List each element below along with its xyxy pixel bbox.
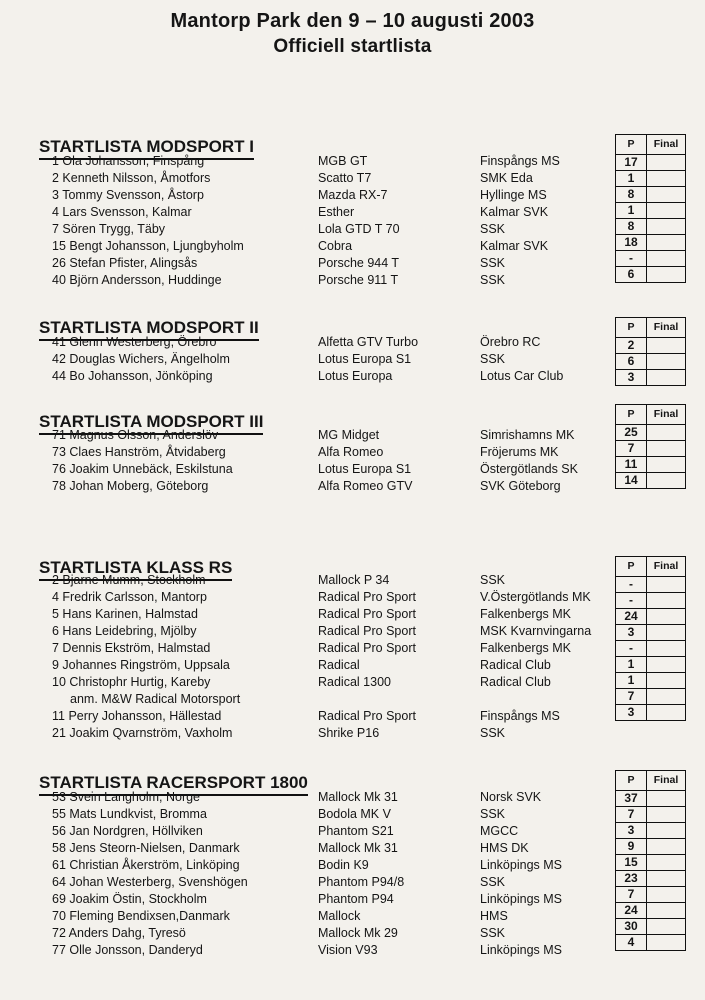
- entry-row: [0, 708, 610, 725]
- entry-row: [0, 187, 610, 204]
- p-value: -: [616, 593, 647, 609]
- entry-row: [0, 674, 610, 691]
- car-model: Phantom S21: [318, 824, 394, 838]
- car-model: Vision V93: [318, 943, 378, 957]
- entry-row: [0, 789, 610, 806]
- club-name: Linköpings MS: [480, 858, 562, 872]
- club-name: Fröjerums MK: [480, 445, 559, 459]
- final-value: [647, 673, 686, 689]
- entry-row: [0, 691, 610, 708]
- final-header: Final: [647, 318, 686, 338]
- p-value: 30: [616, 919, 647, 935]
- final-header: Final: [647, 135, 686, 155]
- final-header: Final: [647, 557, 686, 577]
- driver-name: 2 Kenneth Nilsson, Åmotfors: [52, 171, 211, 185]
- p-value: -: [616, 577, 647, 593]
- final-value: [647, 203, 686, 219]
- final-value: [647, 457, 686, 473]
- driver-name: 56 Jan Nordgren, Höllviken: [52, 824, 203, 838]
- p-value: 15: [616, 855, 647, 871]
- car-model: Alfetta GTV Turbo: [318, 335, 419, 349]
- p-value: 37: [616, 791, 647, 807]
- final-value: [647, 171, 686, 187]
- driver-name: 64 Johan Westerberg, Svenshögen: [52, 875, 248, 889]
- driver-name: 58 Jens Steorn-Nielsen, Danmark: [52, 841, 240, 855]
- p-value: 7: [616, 441, 647, 457]
- car-model: Mallock: [318, 909, 361, 923]
- entry-row: [0, 272, 610, 289]
- p-value: 25: [616, 425, 647, 441]
- section-title: STARTLISTA MODSPORT III: [39, 412, 263, 435]
- driver-name: 7 Dennis Ekström, Halmstad: [52, 641, 211, 655]
- club-name: Falkenbergs MK: [480, 607, 572, 621]
- club-name: HMS DK: [480, 841, 529, 855]
- car-model: Lotus Europa S1: [318, 462, 412, 476]
- final-value: [647, 839, 686, 855]
- p-value: 9: [616, 839, 647, 855]
- p-header: P: [616, 135, 647, 155]
- driver-name: 6 Hans Leidebring, Mjölby: [52, 624, 197, 638]
- car-model: Shrike P16: [318, 726, 380, 740]
- entry-row: [0, 461, 610, 478]
- car-model: Phantom P94/8: [318, 875, 405, 889]
- entry-row: [0, 334, 610, 351]
- driver-name: 15 Bengt Johansson, Ljungbyholm: [52, 239, 244, 253]
- car-model: Radical 1300: [318, 675, 391, 689]
- entry-row: [0, 725, 610, 742]
- page-subtitle: Officiell startlista: [273, 36, 432, 57]
- final-value: [647, 441, 686, 457]
- entry-row: [0, 891, 610, 908]
- car-model: MG Midget: [318, 428, 380, 442]
- final-value: [647, 338, 686, 354]
- entry-row: [0, 238, 610, 255]
- final-value: [647, 641, 686, 657]
- club-name: V.Östergötlands MK: [480, 590, 591, 604]
- final-value: [647, 791, 686, 807]
- entry-row: [0, 942, 610, 959]
- driver-name: 11 Perry Johansson, Hällestad: [52, 709, 222, 723]
- club-name: Linköpings MS: [480, 892, 562, 906]
- entry-row: [0, 657, 610, 674]
- final-value: [647, 903, 686, 919]
- final-value: [647, 887, 686, 903]
- p-value: 1: [616, 657, 647, 673]
- p-value: 24: [616, 609, 647, 625]
- driver-name: 1 Ola Johansson, Finspång: [52, 154, 205, 168]
- club-name: Finspångs MS: [480, 154, 560, 168]
- driver-name: 69 Joakim Östin, Stockholm: [52, 892, 207, 906]
- driver-name: 55 Mats Lundkvist, Bromma: [52, 807, 207, 821]
- driver-name: 21 Joakim Qvarnström, Vaxholm: [52, 726, 233, 740]
- p-value: 7: [616, 689, 647, 705]
- club-name: SSK: [480, 222, 506, 236]
- car-model: Esther: [318, 205, 355, 219]
- driver-name: 71 Magnus Olsson, Anderslöv: [52, 428, 219, 442]
- position-table: [615, 134, 686, 283]
- p-value: 1: [616, 673, 647, 689]
- driver-name: 44 Bo Johansson, Jönköping: [52, 369, 213, 383]
- car-model: Mazda RX-7: [318, 188, 388, 202]
- club-name: Simrishamns MK: [480, 428, 575, 442]
- club-name: Lotus Car Club: [480, 369, 564, 383]
- p-value: -: [616, 251, 647, 267]
- final-value: [647, 657, 686, 673]
- driver-name: 78 Johan Moberg, Göteborg: [52, 479, 209, 493]
- final-value: [647, 593, 686, 609]
- p-value: 17: [616, 155, 647, 171]
- p-value: 8: [616, 187, 647, 203]
- club-name: Kalmar SVK: [480, 239, 549, 253]
- entry-row: [0, 572, 610, 589]
- final-value: [647, 155, 686, 171]
- driver-name: 41 Glenn Westerberg, Örebro: [52, 335, 217, 349]
- car-model: Radical Pro Sport: [318, 607, 416, 621]
- final-value: [647, 609, 686, 625]
- driver-name: 70 Fleming Bendixsen,Danmark: [52, 909, 230, 923]
- club-name: SMK Eda: [480, 171, 533, 185]
- car-model: Radical Pro Sport: [318, 641, 416, 655]
- entry-row: [0, 874, 610, 891]
- p-header: P: [616, 405, 647, 425]
- club-name: Radical Club: [480, 658, 551, 672]
- car-model: Radical: [318, 658, 360, 672]
- car-model: Porsche 911 T: [318, 273, 399, 287]
- driver-name: 40 Björn Andersson, Huddinge: [52, 273, 222, 287]
- driver-name: 73 Claes Hanström, Åtvidaberg: [52, 445, 226, 459]
- club-name: SVK Göteborg: [480, 479, 561, 493]
- final-value: [647, 370, 686, 386]
- club-name: Falkenbergs MK: [480, 641, 572, 655]
- club-name: SSK: [480, 352, 506, 366]
- final-value: [647, 267, 686, 283]
- driver-name: 9 Johannes Ringström, Uppsala: [52, 658, 230, 672]
- entry-row: [0, 204, 610, 221]
- p-value: 3: [616, 370, 647, 386]
- driver-name: 7 Sören Trygg, Täby: [52, 222, 166, 236]
- section-title: STARTLISTA RACERSPORT 1800: [39, 773, 308, 796]
- driver-name: 4 Lars Svensson, Kalmar: [52, 205, 192, 219]
- final-value: [647, 251, 686, 267]
- car-model: Lola GTD T 70: [318, 222, 400, 236]
- p-value: 1: [616, 171, 647, 187]
- p-value: -: [616, 641, 647, 657]
- p-value: 2: [616, 338, 647, 354]
- entry-row: [0, 444, 610, 461]
- section-title: STARTLISTA KLASS RS: [39, 558, 232, 581]
- final-value: [647, 919, 686, 935]
- driver-name: 2 Bjarne Mumm, Stockholm: [52, 573, 206, 587]
- car-model: Porsche 944 T: [318, 256, 400, 270]
- car-model: Bodola MK V: [318, 807, 391, 821]
- entry-row: [0, 925, 610, 942]
- car-model: Phantom P94: [318, 892, 394, 906]
- p-header: P: [616, 318, 647, 338]
- driver-name: 42 Douglas Wichers, Ängelholm: [52, 352, 230, 366]
- entry-row: [0, 908, 610, 925]
- car-model: Lotus Europa S1: [318, 352, 412, 366]
- car-model: Radical Pro Sport: [318, 590, 416, 604]
- driver-name: 53 Svein Langholm, Norge: [52, 790, 201, 804]
- p-value: 3: [616, 705, 647, 721]
- position-table: [615, 770, 686, 951]
- driver-name: 26 Stefan Pfister, Alingsås: [52, 256, 198, 270]
- entry-row: [0, 255, 610, 272]
- car-model: Radical Pro Sport: [318, 624, 416, 638]
- p-value: 1: [616, 203, 647, 219]
- page-title: Mantorp Park den 9 – 10 augusti 2003: [170, 10, 535, 32]
- club-name: Östergötlands SK: [480, 462, 578, 476]
- p-value: 6: [616, 267, 647, 283]
- club-name: Kalmar SVK: [480, 205, 549, 219]
- car-model: Cobra: [318, 239, 353, 253]
- section-title: STARTLISTA MODSPORT II: [39, 318, 259, 341]
- driver-name: 10 Christophr Hurtig, Kareby: [52, 675, 211, 689]
- final-value: [647, 473, 686, 489]
- club-name: Radical Club: [480, 675, 551, 689]
- position-table: [615, 317, 686, 386]
- driver-name: anm. M&W Radical Motorsport: [70, 692, 241, 706]
- p-value: 7: [616, 887, 647, 903]
- final-value: [647, 871, 686, 887]
- p-value: 8: [616, 219, 647, 235]
- final-value: [647, 823, 686, 839]
- entry-row: [0, 368, 610, 385]
- p-value: 6: [616, 354, 647, 370]
- entry-row: [0, 623, 610, 640]
- car-model: Alfa Romeo GTV: [318, 479, 413, 493]
- club-name: SSK: [480, 926, 506, 940]
- club-name: Finspångs MS: [480, 709, 560, 723]
- club-name: SSK: [480, 875, 506, 889]
- car-model: Radical Pro Sport: [318, 709, 416, 723]
- car-model: Mallock P 34: [318, 573, 390, 587]
- entry-row: [0, 170, 610, 187]
- entry-row: [0, 823, 610, 840]
- p-value: 4: [616, 935, 647, 951]
- club-name: Hyllinge MS: [480, 188, 547, 202]
- final-value: [647, 235, 686, 251]
- car-model: Alfa Romeo: [318, 445, 384, 459]
- club-name: SSK: [480, 807, 506, 821]
- driver-name: 3 Tommy Svensson, Åstorp: [52, 188, 204, 202]
- entry-row: [0, 589, 610, 606]
- final-value: [647, 425, 686, 441]
- final-value: [647, 577, 686, 593]
- p-header: P: [616, 557, 647, 577]
- entry-row: [0, 606, 610, 623]
- club-name: SSK: [480, 573, 506, 587]
- driver-name: 77 Olle Jonsson, Danderyd: [52, 943, 203, 957]
- position-table: [615, 404, 686, 489]
- final-value: [647, 705, 686, 721]
- driver-name: 5 Hans Karinen, Halmstad: [52, 607, 198, 621]
- entry-row: [0, 806, 610, 823]
- p-value: 24: [616, 903, 647, 919]
- final-header: Final: [647, 405, 686, 425]
- p-value: 18: [616, 235, 647, 251]
- p-value: 23: [616, 871, 647, 887]
- final-value: [647, 219, 686, 235]
- final-value: [647, 689, 686, 705]
- p-value: 3: [616, 823, 647, 839]
- final-value: [647, 855, 686, 871]
- club-name: Norsk SVK: [480, 790, 542, 804]
- car-model: Mallock Mk 31: [318, 841, 398, 855]
- p-header: P: [616, 771, 647, 791]
- p-value: 7: [616, 807, 647, 823]
- driver-name: 4 Fredrik Carlsson, Mantorp: [52, 590, 207, 604]
- entry-row: [0, 857, 610, 874]
- final-header: Final: [647, 771, 686, 791]
- p-value: 14: [616, 473, 647, 489]
- driver-name: 61 Christian Åkerström, Linköping: [52, 858, 240, 872]
- final-value: [647, 187, 686, 203]
- entry-row: [0, 351, 610, 368]
- car-model: Mallock Mk 29: [318, 926, 398, 940]
- entry-row: [0, 221, 610, 238]
- driver-name: 76 Joakim Unnebäck, Eskilstuna: [52, 462, 233, 476]
- section-title: STARTLISTA MODSPORT I: [39, 137, 254, 160]
- club-name: MSK Kvarnvingarna: [480, 624, 592, 638]
- club-name: SSK: [480, 273, 506, 287]
- entry-row: [0, 840, 610, 857]
- car-model: Scatto T7: [318, 171, 372, 185]
- p-value: 3: [616, 625, 647, 641]
- position-table: [615, 556, 686, 721]
- final-value: [647, 625, 686, 641]
- entry-row: [0, 640, 610, 657]
- entry-row: [0, 478, 610, 495]
- club-name: Örebro RC: [480, 335, 541, 349]
- club-name: HMS: [480, 909, 508, 923]
- club-name: Linköpings MS: [480, 943, 562, 957]
- car-model: Lotus Europa: [318, 369, 393, 383]
- club-name: SSK: [480, 726, 506, 740]
- car-model: Mallock Mk 31: [318, 790, 398, 804]
- car-model: Bodin K9: [318, 858, 369, 872]
- final-value: [647, 354, 686, 370]
- entry-row: [0, 153, 610, 170]
- p-value: 11: [616, 457, 647, 473]
- car-model: MGB GT: [318, 154, 368, 168]
- club-name: MGCC: [480, 824, 519, 838]
- club-name: SSK: [480, 256, 506, 270]
- final-value: [647, 807, 686, 823]
- driver-name: 72 Anders Dahg, Tyresö: [52, 926, 186, 940]
- entry-row: [0, 427, 610, 444]
- final-value: [647, 935, 686, 951]
